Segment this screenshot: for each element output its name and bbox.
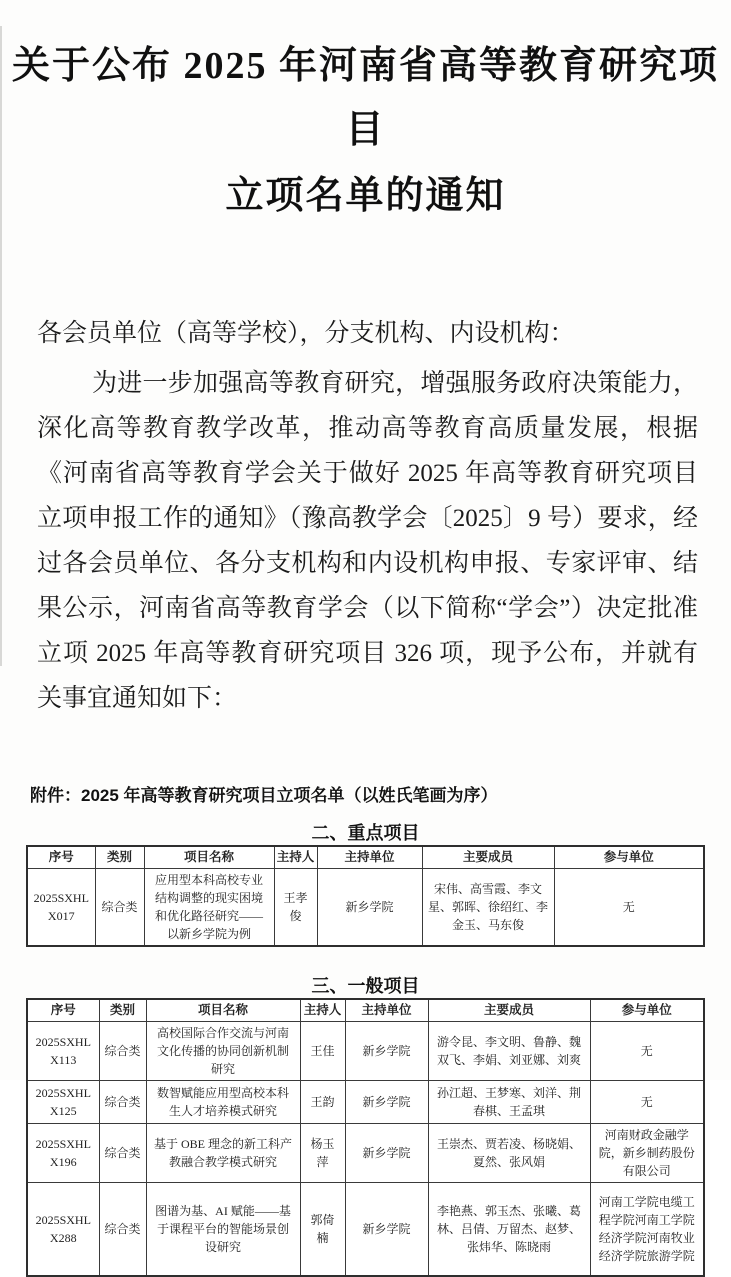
cell-project-name: 基于 OBE 理念的新工科产教融合教学模式研究 bbox=[146, 1123, 300, 1182]
cell-leader: 杨玉萍 bbox=[300, 1123, 345, 1182]
table-row bbox=[27, 1080, 704, 1123]
cell-leader: 王韵 bbox=[300, 1080, 345, 1123]
cell-category: 综合类 bbox=[99, 1080, 146, 1123]
cell-serial: 2025SXHLX125 bbox=[27, 1080, 99, 1123]
column-header-members: 主要成员 bbox=[422, 846, 554, 868]
column-header-host-unit: 主持单位 bbox=[317, 846, 422, 868]
cell-leader: 王孝俊 bbox=[274, 868, 317, 946]
column-header-partner-unit: 参与单位 bbox=[590, 999, 704, 1021]
cell-leader: 郭倚楠 bbox=[300, 1182, 345, 1276]
column-header-leader: 主持人 bbox=[300, 999, 345, 1021]
column-header-partner-unit: 参与单位 bbox=[554, 846, 704, 868]
cell-members: 王崇杰、贾若凌、杨晓娟、夏然、张风娟 bbox=[428, 1123, 590, 1182]
column-header-serial: 序号 bbox=[27, 846, 95, 868]
cell-members: 游令昆、李文明、鲁静、魏双飞、李娟、刘亚娜、刘爽 bbox=[428, 1021, 590, 1080]
cell-partner-unit: 河南财政金融学院，新乡制药股份有限公司 bbox=[590, 1123, 704, 1182]
cell-members: 孙江超、王梦寒、刘洋、荆春棋、王孟琪 bbox=[428, 1080, 590, 1123]
column-header-serial: 序号 bbox=[27, 999, 99, 1021]
cell-category: 综合类 bbox=[99, 1021, 146, 1080]
key-projects-header-row bbox=[27, 846, 704, 868]
cell-serial: 2025SXHLX288 bbox=[27, 1182, 99, 1276]
table-row bbox=[27, 1123, 704, 1182]
column-header-host-unit: 主持单位 bbox=[345, 999, 428, 1021]
table-row bbox=[27, 1182, 704, 1276]
cell-project-name: 应用型本科高校专业结构调整的现实困境和优化路径研究——以新乡学院为例 bbox=[144, 868, 274, 946]
cell-serial: 2025SXHLX196 bbox=[27, 1123, 99, 1182]
cell-partner-unit: 无 bbox=[590, 1080, 704, 1123]
scan-artifact-line bbox=[0, 26, 2, 666]
cell-host-unit: 新乡学院 bbox=[345, 1080, 428, 1123]
cell-host-unit: 新乡学院 bbox=[345, 1123, 428, 1182]
cell-partner-unit: 无 bbox=[554, 868, 704, 946]
cell-partner-unit: 河南工学院电缆工程学院河南工学院经济学院河南牧业经济学院旅游学院 bbox=[590, 1182, 704, 1276]
document-title-line1: 关于公布 2025 年河南省高等教育研究项目 bbox=[11, 45, 719, 151]
cell-host-unit: 新乡学院 bbox=[345, 1021, 428, 1080]
cell-project-name: 数智赋能应用型高校本科生人才培养模式研究 bbox=[146, 1080, 300, 1123]
cell-serial: 2025SXHLX113 bbox=[27, 1021, 99, 1080]
cell-project-name: 高校国际合作交流与河南文化传播的协同创新机制研究 bbox=[146, 1021, 300, 1080]
section-heading-key-projects: 二、重点项目 bbox=[311, 823, 420, 843]
attachment-line: 附件：2025 年高等教育研究项目立项名单（以姓氏笔画为序） bbox=[30, 786, 498, 805]
general-projects-table bbox=[26, 998, 705, 1277]
cell-host-unit: 新乡学院 bbox=[317, 868, 422, 946]
salutation-line: 各会员单位（高等学校），分支机构、内设机构： bbox=[37, 320, 575, 347]
section-heading-general-projects: 三、一般项目 bbox=[311, 975, 420, 996]
key-projects-table bbox=[26, 845, 705, 947]
column-header-category: 类别 bbox=[95, 846, 144, 868]
cell-members: 李艳燕、郭玉杰、张曦、葛林、吕倩、万留杰、赵梦、张炜华、陈晓雨 bbox=[428, 1182, 590, 1276]
column-header-category: 类别 bbox=[99, 999, 146, 1021]
cell-category: 综合类 bbox=[95, 868, 144, 946]
cell-leader: 王佳 bbox=[300, 1021, 345, 1080]
cell-category: 综合类 bbox=[99, 1182, 146, 1276]
cell-partner-unit: 无 bbox=[590, 1021, 704, 1080]
column-header-project-name: 项目名称 bbox=[146, 999, 300, 1021]
cell-serial: 2025SXHLX017 bbox=[27, 868, 95, 946]
document-body bbox=[37, 311, 698, 721]
general-projects-header-row bbox=[27, 999, 704, 1021]
table-row bbox=[27, 1021, 704, 1080]
cell-project-name: 图谱为基、AI 赋能——基于课程平台的智能场景创设研究 bbox=[146, 1182, 300, 1276]
body-paragraph: 为进一步加强高等教育研究，增强服务政府决策能力，深化高等教育教学改革，推动高等教育高质量发展，根据《河南省高等教育学会关于做好 2025 年高等教育研究项目立项申报工作的通知》（豫高教学会〔2025〕9 号）要求，经过各会员单位、各分支机构和内设机构申报、专家评审、结果公示，河南省高等教育学会（以下简称“学会”）决定批准立项 2025 年高等教育研究项目 326 项，现予公布，并就有关事宜通知如下： bbox=[37, 370, 698, 712]
column-header-project-name: 项目名称 bbox=[144, 846, 274, 868]
document-title bbox=[0, 0, 731, 228]
cell-host-unit: 新乡学院 bbox=[345, 1182, 428, 1276]
document-title-line2: 立项名单的通知 bbox=[225, 175, 506, 217]
cell-category: 综合类 bbox=[99, 1123, 146, 1182]
table-row bbox=[27, 868, 704, 946]
cell-members: 宋伟、高雪霞、李文星、郭晖、徐绍红、李金玉、马东俊 bbox=[422, 868, 554, 946]
column-header-leader: 主持人 bbox=[274, 846, 317, 868]
column-header-members: 主要成员 bbox=[428, 999, 590, 1021]
